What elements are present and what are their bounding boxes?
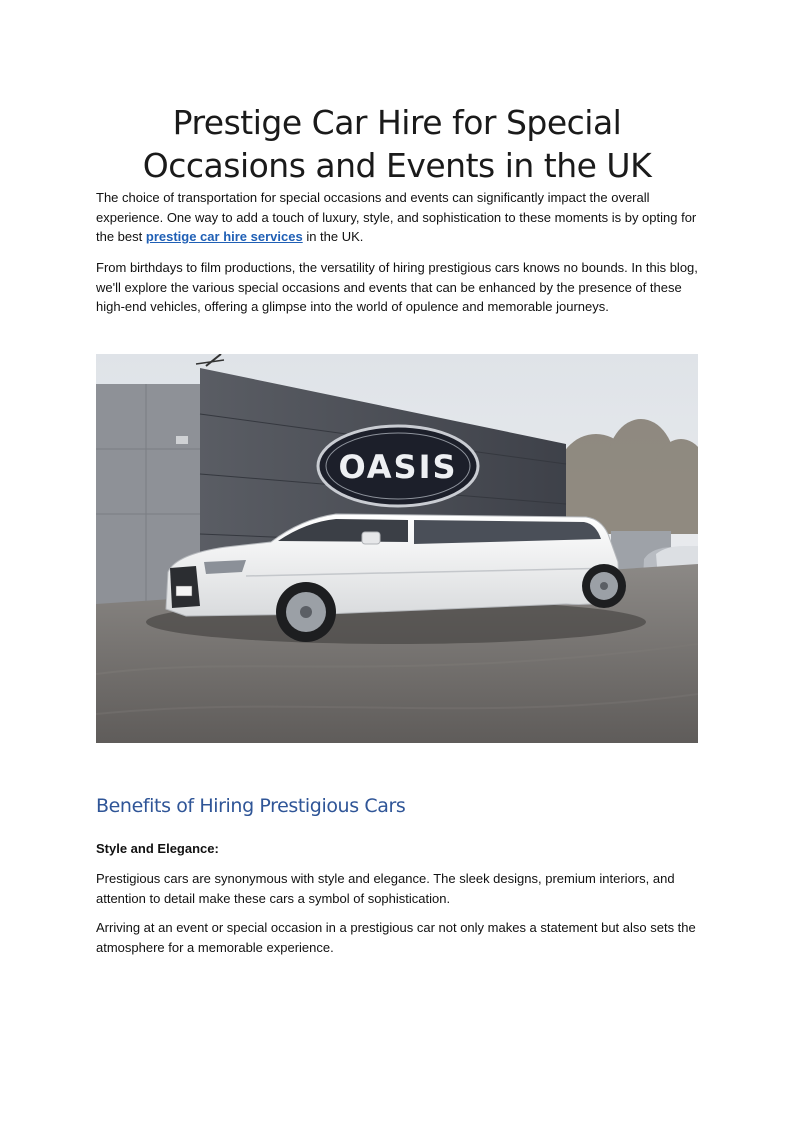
limousine-photo bbox=[96, 354, 698, 743]
section-heading: Benefits of Hiring Prestigious Cars bbox=[96, 795, 406, 817]
limousine-illustration bbox=[96, 354, 698, 743]
intro-text-after-link: in the UK. bbox=[302, 229, 364, 244]
subheading-style-elegance: Style and Elegance: bbox=[96, 841, 219, 856]
intro-text-before-link: The choice of transportation for special occasions and events can significantly impact the overall experience. One way to add a touch of luxury, style, and sophistication to these moments is by opting for the best bbox=[96, 190, 697, 244]
intro-paragraph bbox=[96, 188, 698, 247]
oasis-sign-text: OASIS bbox=[338, 448, 458, 486]
page-title: Prestige Car Hire for Special Occasions and Events in the UK bbox=[142, 103, 652, 185]
second-paragraph: From birthdays to film productions, the versatility of hiring prestigious cars knows no bounds. In this blog, we'll explore the various special occasions and events that can be enhanced by the presence of these high-end vehicles, offering a glimpse into the world of opulence and memorable journeys. bbox=[96, 260, 698, 314]
prestige-car-hire-link[interactable]: prestige car hire services bbox=[145, 229, 303, 244]
third-paragraph: Prestigious cars are synonymous with style and elegance. The sleek designs, premium interiors, and attention to detail make these cars a symbol of sophistication. bbox=[96, 871, 675, 906]
fourth-paragraph: Arriving at an event or special occasion in a prestigious car not only makes a statement but also sets the atmosphere for a memorable experience. bbox=[96, 920, 696, 955]
